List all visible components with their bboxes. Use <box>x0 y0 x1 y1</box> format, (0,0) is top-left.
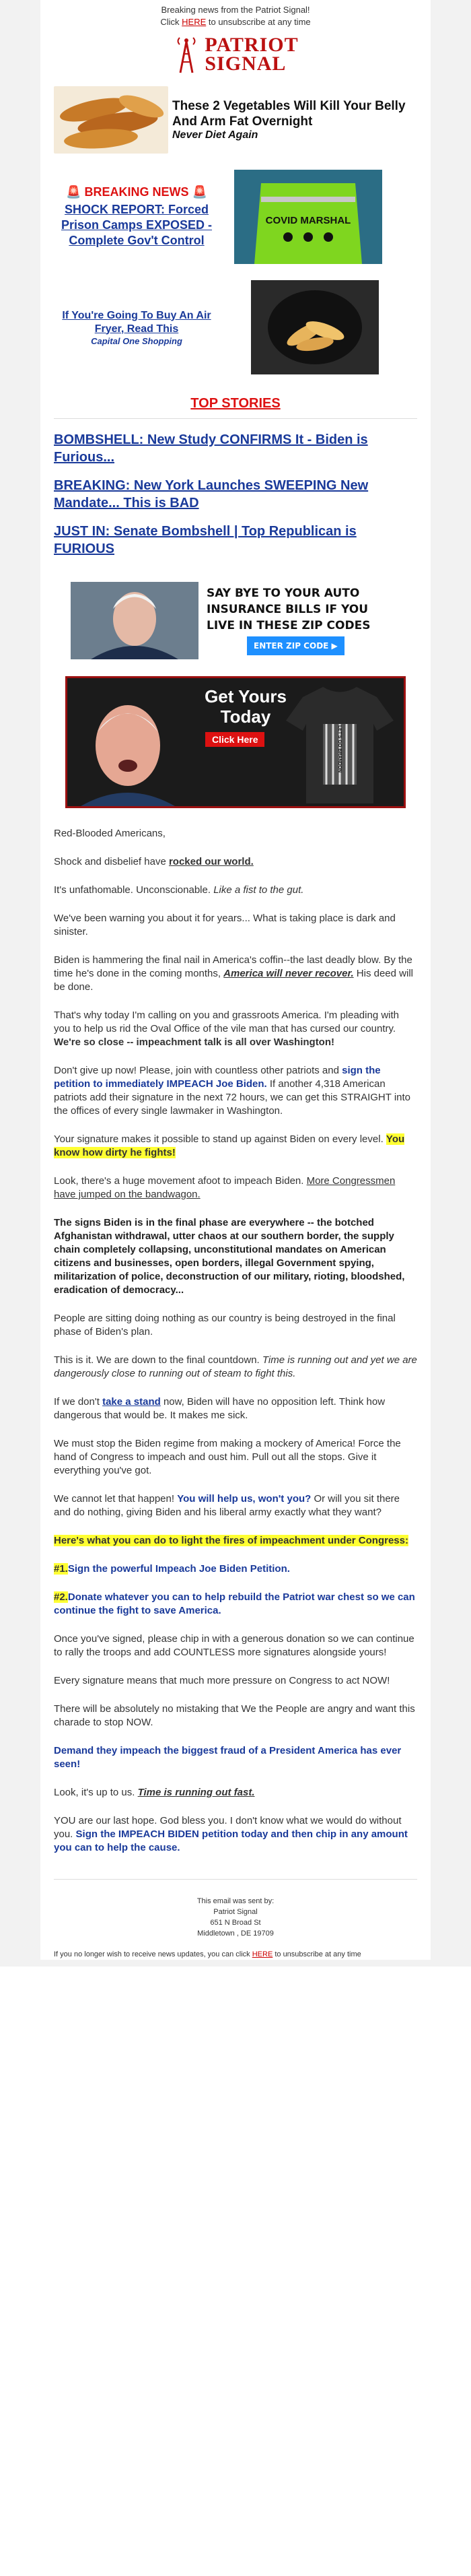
paragraph-19: Demand they impeach the biggest fraud of a President America has ever seen! <box>54 1745 402 1770</box>
donate-step-link[interactable]: Donate whatever you can to help rebuild the Patriot war chest so we can continue the fight to save America. <box>54 1591 415 1616</box>
p4-bold: America will never recover. <box>223 968 354 979</box>
p12-post: now, Biden will have no opposition left. Think how dangerous that would be. It makes me sick. <box>54 1396 386 1421</box>
p4-text: Biden is hammering the final nail in America's coffin--the last deadly blow. By the time he's done in the coming months, <box>54 954 412 979</box>
email-card <box>40 0 431 1960</box>
story-link-2[interactable]: BREAKING: New York Launches SWEEPING New Mandate... This is BAD <box>54 478 369 510</box>
footer-sent-by: This email was sent by: <box>196 1897 275 1905</box>
p15-highlight: Here's what you can do to light the fires of impeachment under Congress: <box>54 1535 408 1546</box>
paragraph-11 <box>54 1354 417 1381</box>
footer-street: 651 N Broad St <box>210 1919 261 1927</box>
sign-petition-step-link[interactable]: Sign the powerful Impeach Joe Biden Petition. <box>67 1563 290 1575</box>
paragraph-14 <box>54 1492 417 1519</box>
paragraph-21 <box>54 1814 417 1855</box>
breaking-news-badge: 🚨 BREAKING NEWS 🚨 <box>66 185 207 199</box>
salutation: Red-Blooded Americans, <box>54 828 166 839</box>
letter-body <box>40 808 431 1876</box>
paragraph-4 <box>54 954 417 994</box>
p14-blue: You will help us, won't you? <box>177 1493 312 1505</box>
p1-text: Shock and disbelief have <box>54 856 169 867</box>
covid-marshal-text: COVID MARSHAL <box>265 215 351 226</box>
ad-vegetables-headline[interactable]: These 2 Vegetables Will Kill Your Belly And Arm Fat Overnight <box>172 99 406 129</box>
paragraph-10: People are sitting doing nothing as our country is being destroyed in the final phase of Biden's plan. <box>54 1313 396 1337</box>
step-1 <box>54 1562 417 1576</box>
p20-bold: Time is running out fast. <box>137 1787 255 1798</box>
radio-tower-icon <box>172 35 201 74</box>
p5-bold: We're so close -- impeachment talk is all over Washington! <box>54 1036 335 1048</box>
p2-italic: Like a fist to the gut. <box>213 884 304 896</box>
paragraph-16: Once you've signed, please chip in with a generous donation so we can continue to rally the troops and add COUNTLESS more signatures alongside yours! <box>54 1633 414 1658</box>
paragraph-18: There will be absolutely no mistaking that We the People are angry and want this charade to stop NOW. <box>54 1703 415 1728</box>
paragraph-3: We've been warning you about it for years... What is taking place is dark and sinister. <box>54 913 396 937</box>
p14-text: We cannot let that happen! <box>54 1493 178 1505</box>
paragraph-1 <box>54 855 417 869</box>
potato-wedges-image <box>54 86 168 154</box>
logo-line-1: PATRIOT <box>205 34 299 56</box>
paragraph-8 <box>54 1175 417 1201</box>
top-stories-heading <box>40 380 431 416</box>
air-fryer-sponsor: Capital One Shopping <box>91 335 182 346</box>
preheader <box>40 0 431 31</box>
p1-bold: rocked our world. <box>168 856 254 867</box>
paragraph-17: Every signature means that much more pressure on Congress to act NOW! <box>54 1675 390 1686</box>
lets-go-brandon-shirt-image <box>283 684 397 805</box>
legal-text: If you no longer wish to receive news updates, you can click <box>54 1950 252 1958</box>
legal-unsubscribe <box>40 1950 431 1960</box>
shock-report-link[interactable]: SHOCK REPORT: Forced Prison Camps EXPOSED - Complete Gov't Control <box>61 203 213 247</box>
p4-post: His deed will be done. <box>54 968 413 993</box>
paragraph-13: We must stop the Biden regime from making a mockery of America! Force the hand of Congress to impeach and oust him. Pull out all the stops. Give it everything you've got. <box>54 1438 401 1476</box>
p5-text: That's why today I'm calling on you and grassroots America. I'm pleading with you to help us rid the Oval Office of the vile man that has cursed our country. <box>54 1010 400 1034</box>
p2-text: It's unfathomable. Unconscionable. <box>54 884 214 896</box>
footer-city: Middletown , DE 19709 <box>197 1929 274 1938</box>
p14-post: Or will you sit there and do nothing, giving Biden and his liberal army exactly what they want? <box>54 1493 400 1518</box>
paragraph-12 <box>54 1395 417 1422</box>
step-2 <box>54 1591 417 1618</box>
logo-text <box>205 36 298 73</box>
ad-breaking-news[interactable] <box>40 159 431 275</box>
ad-air-fryer[interactable] <box>40 275 431 380</box>
unsubscribe-link[interactable]: HERE <box>182 17 207 27</box>
paragraph-20 <box>54 1786 417 1799</box>
air-fryer-image[interactable] <box>251 280 379 374</box>
congressmen-link[interactable]: More Congressmen have jumped on the bandwagon. <box>54 1175 396 1200</box>
footer-address <box>40 1886 431 1950</box>
top-stories-title: TOP STORIES <box>190 396 281 411</box>
paragraph-6 <box>54 1064 417 1118</box>
ad-vegetables-subline[interactable]: Never Diet Again <box>172 129 258 141</box>
paragraph-7 <box>54 1133 417 1160</box>
get-yours-today: Get Yours Today <box>205 686 287 727</box>
p11-text: This is it. We are down to the final countdown. <box>54 1354 262 1366</box>
ad-vegetables[interactable] <box>40 81 431 159</box>
insurance-banner[interactable] <box>40 563 431 664</box>
shirt-ad[interactable] <box>65 676 406 808</box>
biden-photo <box>81 698 182 806</box>
covid-marshal-image[interactable] <box>234 170 382 264</box>
footer-divider <box>54 1879 417 1880</box>
insurance-text: SAY BYE TO YOUR AUTO INSURANCE BILLS IF YOU LIVE IN THESE ZIP CODES <box>207 587 371 632</box>
p7-highlight: You know how dirty he fights! <box>54 1133 405 1158</box>
p8-text: Look, there's a huge movement afoot to impeach Biden. <box>54 1175 307 1187</box>
unsubscribe-line <box>40 16 431 28</box>
enter-zip-button[interactable]: ENTER ZIP CODE ▶ <box>247 636 345 655</box>
paragraph-5 <box>54 1009 417 1049</box>
footer-name: Patriot Signal <box>213 1908 258 1916</box>
p12-text: If we don't <box>54 1396 103 1408</box>
story-link-1[interactable]: BOMBSHELL: New Study CONFIRMS It - Biden is Furious... <box>54 432 368 465</box>
paragraph-15 <box>54 1534 417 1548</box>
story-link-3[interactable]: JUST IN: Senate Bombshell | Top Republican is FURIOUS <box>54 524 357 556</box>
unsubscribe-suffix: to unsubscribe at any time <box>206 17 311 27</box>
unsubscribe-prefix: Click <box>160 17 182 27</box>
p6-post: If another 4,318 American patriots add their signature in the next 72 hours, we can get this STRAIGHT into the offices of every single lawmaker in Washington. <box>54 1078 411 1117</box>
senator-photo <box>71 582 198 659</box>
preheader-line: Breaking news from the Patriot Signal! <box>161 5 310 15</box>
p7-text: Your signature makes it possible to stand up against Biden on every level. <box>54 1133 386 1145</box>
divider <box>54 418 417 419</box>
legal-unsubscribe-link[interactable]: HERE <box>252 1950 273 1958</box>
shirt-text: LET'S GO BRANDON <box>337 725 342 773</box>
paragraph-2 <box>54 884 417 897</box>
logo-line-2: SIGNAL <box>205 53 287 75</box>
sign-petition-link[interactable]: sign the petition to immediately IMPEACH Joe Biden. <box>54 1065 381 1090</box>
p6-text: Don't give up now! Please, join with countless other patriots and <box>54 1065 342 1076</box>
paragraph-9: The signs Biden is in the final phase are everywhere -- the botched Afghanistan withdrawal, utter chaos at our southern border, the supply chain completely collapsing, unconstitutional mandates on American citizens and businesses, open borders, illegal Government spying, militarization of police, deconstruction of our military, rioting, bloodshed, eradication of democracy... <box>54 1217 405 1296</box>
legal-suffix: to unsubscribe at any time <box>273 1950 361 1958</box>
p11-italic: Time is running out and yet we are dangerously close to running out of steam to fight this. <box>54 1354 417 1379</box>
logo[interactable] <box>40 31 431 81</box>
click-here-button[interactable]: Click Here <box>205 732 264 747</box>
p20-text: Look, it's up to us. <box>54 1787 138 1798</box>
air-fryer-link[interactable]: If You're Going To Buy An Air Fryer, Read This <box>62 309 211 335</box>
step-1-number: #1. <box>54 1563 68 1575</box>
sign-and-chip-in-link[interactable]: Sign the IMPEACH BIDEN petition today and then chip in any amount you can to help the cause. <box>54 1828 408 1853</box>
step-2-number: #2. <box>54 1591 68 1603</box>
p12-bold: take a stand <box>102 1396 161 1408</box>
p21-text: YOU are our last hope. God bless you. I don't know what we would do without you. <box>54 1815 402 1840</box>
